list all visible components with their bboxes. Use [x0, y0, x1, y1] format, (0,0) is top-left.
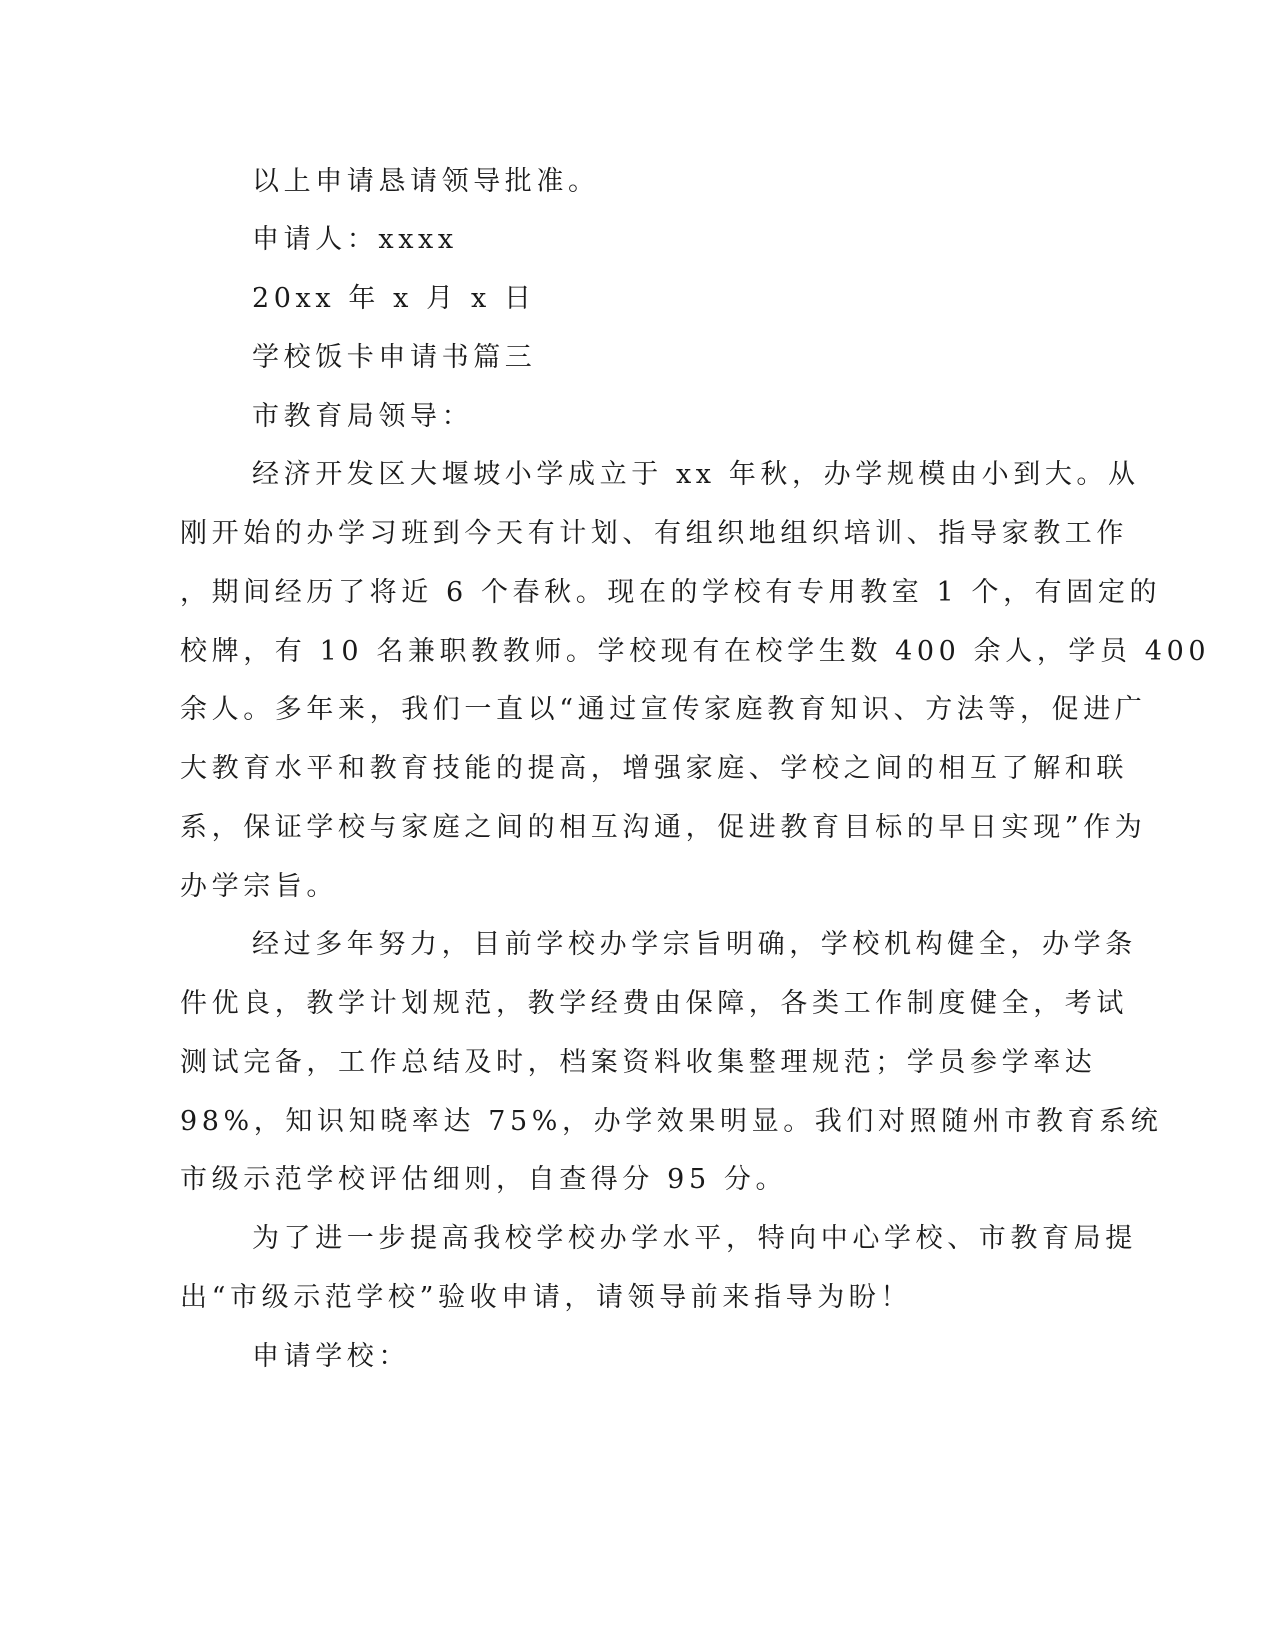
section-heading: 学校饭卡申请书篇三 [252, 342, 537, 373]
text-line: 98%，知识知晓率达 75%，办学效果明显。我们对照随州市教育系统 [180, 1106, 1163, 1137]
text-line: 系，保证学校与家庭之间的相互沟通，促进教育目标的早日实现”作为 [180, 812, 1147, 843]
text-line: 为了进一步提高我校学校办学水平，特向中心学校、市教育局提 [252, 1223, 1137, 1254]
text-line: 测试完备，工作总结及时，档案资料收集整理规范；学员参学率达 [180, 1047, 1097, 1078]
signature-label: 申请学校： [252, 1341, 410, 1372]
text-line: 办学宗旨。 [180, 871, 338, 902]
text-line: 市级示范学校评估细则，自查得分 95 分。 [180, 1164, 788, 1195]
text-line: 以上申请恳请领导批准。 [252, 166, 600, 197]
text-line: 刚开始的办学习班到今天有计划、有组织地组织培训、指导家教工作 [180, 518, 1128, 549]
text-line: 出“市级示范学校”验收申请，请领导前来指导为盼！ [180, 1282, 913, 1313]
text-line: 经济开发区大堰坡小学成立于 xx 年秋，办学规模由小到大。从 [252, 459, 1140, 490]
text-line: 余人。多年来，我们一直以“通过宣传家庭教育知识、方法等，促进广 [180, 694, 1147, 725]
text-line: ，期间经历了将近 6 个春秋。现在的学校有专用教室 1 个，有固定的 [180, 577, 1162, 608]
text-line: 20xx 年 x 月 x 日 [252, 283, 536, 314]
text-line: 申请人：xxxx [252, 224, 458, 255]
text-line: 经过多年努力，目前学校办学宗旨明确，学校机构健全，办学条 [252, 929, 1137, 960]
text-line: 件优良，教学计划规范，教学经费由保障，各类工作制度健全，考试 [180, 988, 1128, 1019]
text-line: 大教育水平和教育技能的提高，增强家庭、学校之间的相互了解和联 [180, 753, 1128, 784]
salutation: 市教育局领导： [252, 401, 474, 432]
text-line: 校牌，有 10 名兼职教教师。学校现有在校学生数 400 余人，学员 400 [180, 636, 1211, 667]
